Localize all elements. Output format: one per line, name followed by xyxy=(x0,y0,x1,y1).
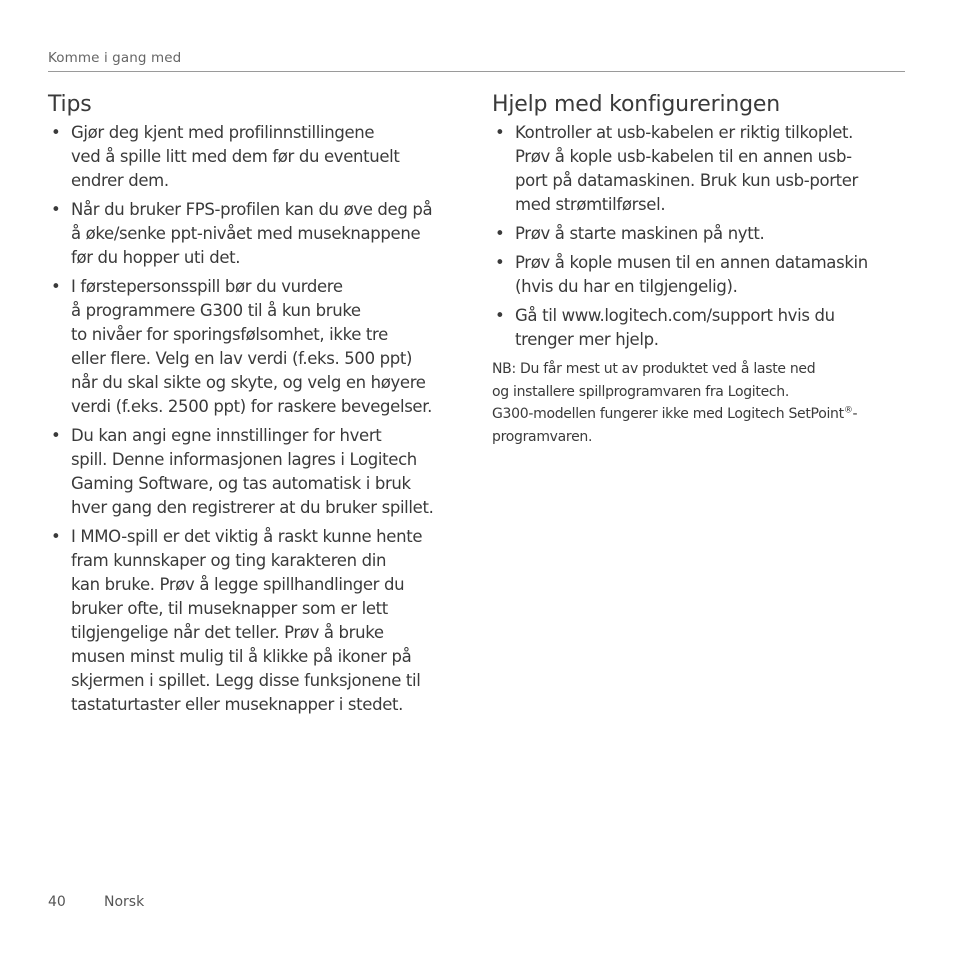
list-item xyxy=(492,304,912,352)
tips-heading: Tips xyxy=(48,92,92,117)
list-item-text: Gjør deg kjent med profilinnstillingene ved å spille litt med dem før du eventuelt endrer dem. xyxy=(71,123,400,190)
list-item-text: Gå til www.logitech.com/support hvis du trenger mer hjelp. xyxy=(515,306,835,349)
page-number: 40 xyxy=(48,894,66,910)
tips-column xyxy=(48,92,468,722)
footer-language: Norsk xyxy=(104,894,145,910)
note-text: NB: Du får mest ut av produktet ved å laste ned og installere spillprogramvaren fra Logitech. G300-modellen fungerer ikke med Logitech SetPoint xyxy=(492,361,844,422)
help-note xyxy=(492,358,912,448)
list-item xyxy=(492,251,912,299)
list-item-text: Når du bruker FPS-profilen kan du øve deg på å øke/senke ppt-nivået med museknappene før du hopper uti det. xyxy=(71,200,433,267)
bullet-icon: • xyxy=(51,277,61,296)
tips-list xyxy=(48,121,468,717)
bullet-icon: • xyxy=(495,224,505,243)
list-item xyxy=(48,198,468,270)
bullet-icon: • xyxy=(495,253,505,272)
running-header: Komme i gang med xyxy=(48,50,182,66)
registered-mark: ® xyxy=(843,405,853,416)
list-item xyxy=(492,222,912,246)
bullet-icon: • xyxy=(495,306,505,325)
help-heading: Hjelp med konfigureringen xyxy=(492,92,780,117)
help-column xyxy=(492,92,912,462)
bullet-icon: • xyxy=(495,123,505,142)
list-item-text: Du kan angi egne innstillinger for hvert spill. Denne informasjonen lagres i Logitech Gaming Software, og tas automatisk i bruk hver gang den registrerer at du bruker spillet. xyxy=(71,426,434,517)
list-item-text: Prøv å kople musen til en annen datamaskin (hvis du har en tilgjengelig). xyxy=(515,253,868,296)
bullet-icon: • xyxy=(51,123,61,142)
bullet-icon: • xyxy=(51,527,61,546)
note-tail: - programvaren. xyxy=(492,406,858,445)
list-item xyxy=(48,525,468,717)
list-item-text: I MMO-spill er det viktig å raskt kunne hente fram kunnskaper og ting karakteren din kan bruke. Prøv å legge spillhandlinger du bruker ofte, til museknapper som er lett tilgjengelige når det teller. Prøv å bruke musen minst mulig til å klikke på ikoner på skjermen i spillet. Legg disse funksjonene til tastaturtaster eller museknapper i stedet. xyxy=(71,527,423,714)
list-item xyxy=(48,275,468,419)
list-item xyxy=(492,121,912,217)
bullet-icon: • xyxy=(51,200,61,219)
list-item-text: Prøv å starte maskinen på nytt. xyxy=(515,224,765,243)
list-item xyxy=(48,121,468,193)
list-item-text: Kontroller at usb-kabelen er riktig tilkoplet. Prøv å kople usb-kabelen til en annen usb- port på datamaskinen. Bruk kun usb-porter med strømtilførsel. xyxy=(515,123,858,214)
help-list xyxy=(492,121,912,352)
header-rule xyxy=(48,71,905,72)
bullet-icon: • xyxy=(51,426,61,445)
list-item xyxy=(48,424,468,520)
list-item-text: I førstepersonsspill bør du vurdere å programmere G300 til å kun bruke to nivåer for sporingsfølsomhet, ikke tre eller flere. Velg en lav verdi (f.eks. 500 ppt) når du skal sikte og skyte, og velg en høyere verdi (f.eks. 2500 ppt) for raskere bevegelser. xyxy=(71,277,433,416)
